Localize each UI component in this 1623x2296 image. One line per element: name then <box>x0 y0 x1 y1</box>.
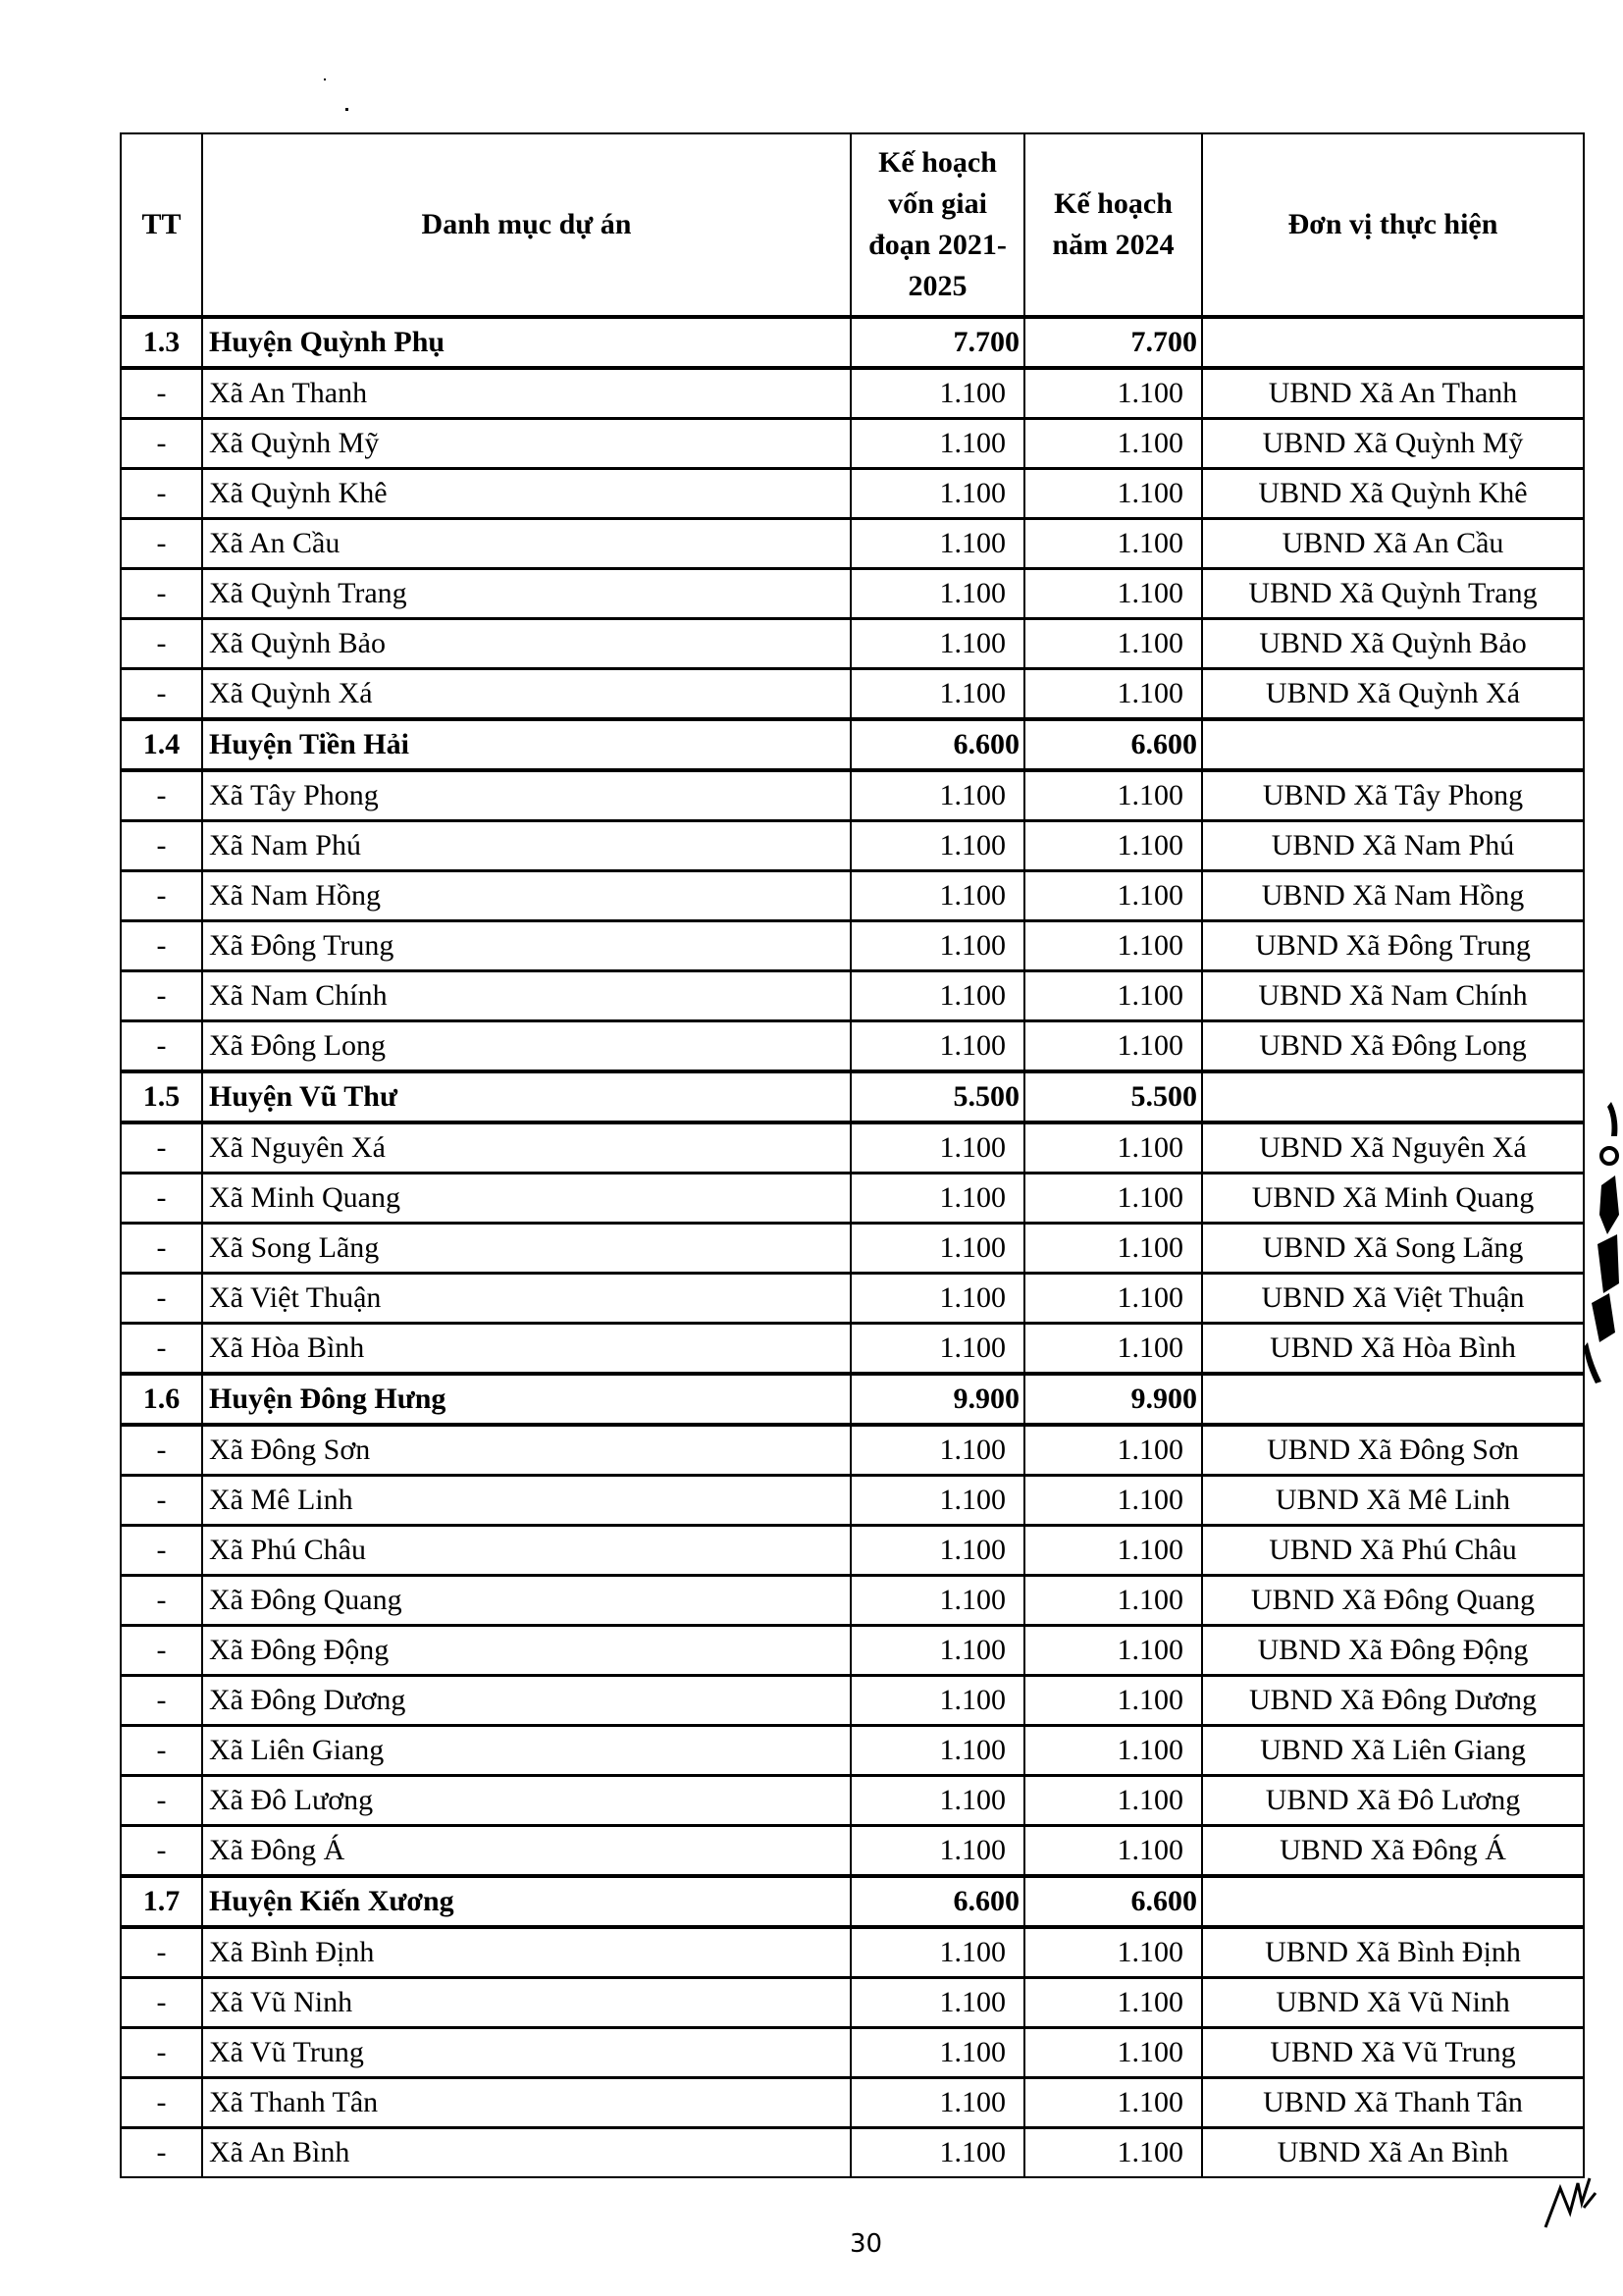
row-plan-period: 1.100 <box>851 1274 1024 1324</box>
row-commune-name: Xã Đông Sơn <box>202 1425 851 1476</box>
row-commune-name: Xã Quỳnh Bảo <box>202 619 851 669</box>
group-implementing-unit <box>1202 1374 1584 1425</box>
row-implementing-unit: UBND Xã Đô Lương <box>1202 1776 1584 1826</box>
group-implementing-unit <box>1202 1876 1584 1927</box>
row-plan-period: 1.100 <box>851 1174 1024 1224</box>
group-plan-period: 9.900 <box>851 1374 1024 1425</box>
row-plan-year: 1.100 <box>1024 1676 1202 1726</box>
row-implementing-unit: UBND Xã Liên Giang <box>1202 1726 1584 1776</box>
row-implementing-unit: UBND Xã Đông Á <box>1202 1826 1584 1877</box>
commune-row <box>121 1324 1584 1375</box>
row-bullet: - <box>121 871 202 921</box>
row-commune-name: Xã Mê Linh <box>202 1476 851 1526</box>
row-commune-name: Xã An Cầu <box>202 519 851 569</box>
scan-speck <box>345 108 348 111</box>
row-plan-period: 1.100 <box>851 2078 1024 2128</box>
row-bullet: - <box>121 669 202 720</box>
row-plan-year: 1.100 <box>1024 469 1202 519</box>
commune-row <box>121 2128 1584 2178</box>
red-stamp-fragment-icon <box>1582 1097 1621 1391</box>
commune-row <box>121 1174 1584 1224</box>
row-commune-name: Xã An Bình <box>202 2128 851 2178</box>
row-plan-period: 1.100 <box>851 1676 1024 1726</box>
commune-row <box>121 1476 1584 1526</box>
row-plan-period: 1.100 <box>851 770 1024 821</box>
row-plan-period: 1.100 <box>851 1021 1024 1072</box>
commune-row <box>121 871 1584 921</box>
row-plan-year: 1.100 <box>1024 1726 1202 1776</box>
group-plan-period: 7.700 <box>851 317 1024 368</box>
row-plan-year: 1.100 <box>1024 821 1202 871</box>
commune-row <box>121 1826 1584 1877</box>
commune-row <box>121 2078 1584 2128</box>
row-bullet: - <box>121 1274 202 1324</box>
row-plan-period: 1.100 <box>851 419 1024 469</box>
row-plan-year: 1.100 <box>1024 2078 1202 2128</box>
row-implementing-unit: UBND Xã Quỳnh Trang <box>1202 569 1584 619</box>
row-implementing-unit: UBND Xã Đông Động <box>1202 1626 1584 1676</box>
row-implementing-unit: UBND Xã An Bình <box>1202 2128 1584 2178</box>
row-commune-name: Xã Việt Thuận <box>202 1274 851 1324</box>
row-implementing-unit: UBND Xã Đông Trung <box>1202 921 1584 971</box>
commune-row <box>121 2028 1584 2078</box>
row-plan-year: 1.100 <box>1024 871 1202 921</box>
group-district-name: Huyện Kiến Xương <box>202 1876 851 1927</box>
row-plan-year: 1.100 <box>1024 1174 1202 1224</box>
row-bullet: - <box>121 2128 202 2178</box>
group-plan-year: 5.500 <box>1024 1071 1202 1122</box>
header-tt: TT <box>121 133 202 317</box>
group-district-name: Huyện Tiền Hải <box>202 719 851 770</box>
row-commune-name: Xã Quỳnh Mỹ <box>202 419 851 469</box>
row-commune-name: Xã Đông Á <box>202 1826 851 1877</box>
group-plan-period: 6.600 <box>851 719 1024 770</box>
group-implementing-unit <box>1202 1071 1584 1122</box>
commune-row <box>121 971 1584 1021</box>
commune-row <box>121 1526 1584 1576</box>
group-tt: 1.4 <box>121 719 202 770</box>
row-implementing-unit: UBND Xã Nam Chính <box>1202 971 1584 1021</box>
row-bullet: - <box>121 1425 202 1476</box>
row-plan-period: 1.100 <box>851 1526 1024 1576</box>
row-plan-period: 1.100 <box>851 821 1024 871</box>
row-implementing-unit: UBND Xã Đông Dương <box>1202 1676 1584 1726</box>
row-bullet: - <box>121 1978 202 2028</box>
group-tt: 1.6 <box>121 1374 202 1425</box>
row-bullet: - <box>121 770 202 821</box>
row-bullet: - <box>121 569 202 619</box>
commune-row <box>121 1576 1584 1626</box>
row-plan-period: 1.100 <box>851 368 1024 419</box>
row-bullet: - <box>121 921 202 971</box>
group-plan-year: 6.600 <box>1024 1876 1202 1927</box>
row-bullet: - <box>121 1021 202 1072</box>
row-plan-period: 1.100 <box>851 1978 1024 2028</box>
row-plan-year: 1.100 <box>1024 1526 1202 1576</box>
group-tt: 1.3 <box>121 317 202 368</box>
row-plan-year: 1.100 <box>1024 1476 1202 1526</box>
group-district-name: Huyện Quỳnh Phụ <box>202 317 851 368</box>
row-bullet: - <box>121 821 202 871</box>
group-plan-year: 9.900 <box>1024 1374 1202 1425</box>
row-plan-year: 1.100 <box>1024 1776 1202 1826</box>
group-implementing-unit <box>1202 317 1584 368</box>
commune-row <box>121 1425 1584 1476</box>
row-commune-name: Xã Bình Định <box>202 1927 851 1978</box>
row-commune-name: Xã Quỳnh Xá <box>202 669 851 720</box>
row-plan-period: 1.100 <box>851 2028 1024 2078</box>
row-plan-year: 1.100 <box>1024 1425 1202 1476</box>
row-plan-period: 1.100 <box>851 669 1024 720</box>
row-implementing-unit: UBND Xã Minh Quang <box>1202 1174 1584 1224</box>
row-commune-name: Xã Liên Giang <box>202 1726 851 1776</box>
row-bullet: - <box>121 1526 202 1576</box>
row-bullet: - <box>121 1576 202 1626</box>
group-tt: 1.5 <box>121 1071 202 1122</box>
table-body <box>121 317 1584 2177</box>
row-plan-year: 1.100 <box>1024 1224 1202 1274</box>
district-group-row <box>121 1876 1584 1927</box>
row-implementing-unit: UBND Xã Việt Thuận <box>1202 1274 1584 1324</box>
row-plan-year: 1.100 <box>1024 619 1202 669</box>
row-plan-year: 1.100 <box>1024 2128 1202 2178</box>
row-bullet: - <box>121 1927 202 1978</box>
row-plan-period: 1.100 <box>851 921 1024 971</box>
row-bullet: - <box>121 368 202 419</box>
row-plan-year: 1.100 <box>1024 971 1202 1021</box>
row-implementing-unit: UBND Xã An Thanh <box>1202 368 1584 419</box>
row-commune-name: Xã Vũ Trung <box>202 2028 851 2078</box>
row-bullet: - <box>121 1224 202 1274</box>
group-plan-period: 6.600 <box>851 1876 1024 1927</box>
row-commune-name: Xã An Thanh <box>202 368 851 419</box>
district-group-row <box>121 719 1584 770</box>
row-implementing-unit: UBND Xã Quỳnh Khê <box>1202 469 1584 519</box>
row-plan-year: 1.100 <box>1024 1576 1202 1626</box>
header-plan-year: Kế hoạch năm 2024 <box>1024 133 1202 317</box>
header-implementing-unit: Đơn vị thực hiện <box>1202 133 1584 317</box>
row-bullet: - <box>121 1324 202 1375</box>
group-plan-year: 7.700 <box>1024 317 1202 368</box>
row-bullet: - <box>121 971 202 1021</box>
row-commune-name: Xã Đông Long <box>202 1021 851 1072</box>
row-plan-period: 1.100 <box>851 1324 1024 1375</box>
row-commune-name: Xã Đông Dương <box>202 1676 851 1726</box>
row-plan-period: 1.100 <box>851 2128 1024 2178</box>
commune-row <box>121 770 1584 821</box>
row-commune-name: Xã Thanh Tân <box>202 2078 851 2128</box>
row-commune-name: Xã Nguyên Xá <box>202 1122 851 1174</box>
row-plan-year: 1.100 <box>1024 1021 1202 1072</box>
row-plan-year: 1.100 <box>1024 519 1202 569</box>
row-implementing-unit: UBND Xã Đông Long <box>1202 1021 1584 1072</box>
row-plan-year: 1.100 <box>1024 669 1202 720</box>
row-implementing-unit: UBND Xã Bình Định <box>1202 1927 1584 1978</box>
row-plan-period: 1.100 <box>851 569 1024 619</box>
row-plan-period: 1.100 <box>851 1927 1024 1978</box>
row-commune-name: Xã Vũ Ninh <box>202 1978 851 2028</box>
row-implementing-unit: UBND Xã Phú Châu <box>1202 1526 1584 1576</box>
commune-row <box>121 669 1584 720</box>
row-implementing-unit: UBND Xã Thanh Tân <box>1202 2078 1584 2128</box>
commune-row <box>121 1021 1584 1072</box>
row-plan-year: 1.100 <box>1024 1324 1202 1375</box>
row-commune-name: Xã Nam Chính <box>202 971 851 1021</box>
row-plan-year: 1.100 <box>1024 569 1202 619</box>
row-plan-period: 1.100 <box>851 1626 1024 1676</box>
row-bullet: - <box>121 2028 202 2078</box>
row-plan-period: 1.100 <box>851 1425 1024 1476</box>
row-implementing-unit: UBND Xã Nguyên Xá <box>1202 1122 1584 1174</box>
row-commune-name: Xã Đông Quang <box>202 1576 851 1626</box>
row-plan-period: 1.100 <box>851 519 1024 569</box>
row-commune-name: Xã Song Lãng <box>202 1224 851 1274</box>
row-implementing-unit: UBND Xã Hòa Bình <box>1202 1324 1584 1375</box>
signature-mark-icon <box>1541 2173 1599 2232</box>
row-implementing-unit: UBND Xã Vũ Ninh <box>1202 1978 1584 2028</box>
row-plan-period: 1.100 <box>851 1726 1024 1776</box>
row-plan-year: 1.100 <box>1024 1274 1202 1324</box>
row-plan-year: 1.100 <box>1024 1626 1202 1676</box>
row-plan-period: 1.100 <box>851 1576 1024 1626</box>
commune-row <box>121 821 1584 871</box>
row-bullet: - <box>121 1626 202 1676</box>
commune-row <box>121 1626 1584 1676</box>
row-plan-period: 1.100 <box>851 1776 1024 1826</box>
row-plan-period: 1.100 <box>851 971 1024 1021</box>
row-commune-name: Xã Nam Phú <box>202 821 851 871</box>
row-bullet: - <box>121 619 202 669</box>
commune-row <box>121 368 1584 419</box>
row-plan-year: 1.100 <box>1024 419 1202 469</box>
row-plan-period: 1.100 <box>851 1476 1024 1526</box>
row-implementing-unit: UBND Xã Đông Sơn <box>1202 1425 1584 1476</box>
row-bullet: - <box>121 1676 202 1726</box>
row-commune-name: Xã Đông Động <box>202 1626 851 1676</box>
row-bullet: - <box>121 1776 202 1826</box>
row-bullet: - <box>121 469 202 519</box>
group-implementing-unit <box>1202 719 1584 770</box>
commune-row <box>121 569 1584 619</box>
row-plan-year: 1.100 <box>1024 1122 1202 1174</box>
row-implementing-unit: UBND Xã An Cầu <box>1202 519 1584 569</box>
row-bullet: - <box>121 519 202 569</box>
row-implementing-unit: UBND Xã Vũ Trung <box>1202 2028 1584 2078</box>
page-number: 30 <box>850 2229 883 2259</box>
commune-row <box>121 921 1584 971</box>
group-district-name: Huyện Đông Hưng <box>202 1374 851 1425</box>
row-commune-name: Xã Nam Hồng <box>202 871 851 921</box>
row-commune-name: Xã Đô Lương <box>202 1776 851 1826</box>
row-plan-year: 1.100 <box>1024 2028 1202 2078</box>
row-plan-year: 1.100 <box>1024 770 1202 821</box>
row-implementing-unit: UBND Xã Quỳnh Bảo <box>1202 619 1584 669</box>
district-group-row <box>121 1374 1584 1425</box>
row-implementing-unit: UBND Xã Quỳnh Xá <box>1202 669 1584 720</box>
group-tt: 1.7 <box>121 1876 202 1927</box>
row-implementing-unit: UBND Xã Song Lãng <box>1202 1224 1584 1274</box>
commune-row <box>121 1978 1584 2028</box>
header-project-name: Danh mục dự án <box>202 133 851 317</box>
group-plan-period: 5.500 <box>851 1071 1024 1122</box>
table-header-row <box>121 133 1584 317</box>
commune-row <box>121 1224 1584 1274</box>
row-bullet: - <box>121 1122 202 1174</box>
commune-row <box>121 1927 1584 1978</box>
row-commune-name: Xã Quỳnh Trang <box>202 569 851 619</box>
commune-row <box>121 519 1584 569</box>
row-commune-name: Xã Đông Trung <box>202 921 851 971</box>
commune-row <box>121 1274 1584 1324</box>
group-plan-year: 6.600 <box>1024 719 1202 770</box>
row-bullet: - <box>121 1476 202 1526</box>
row-implementing-unit: UBND Xã Đông Quang <box>1202 1576 1584 1626</box>
row-commune-name: Xã Quỳnh Khê <box>202 469 851 519</box>
commune-row <box>121 1122 1584 1174</box>
row-plan-year: 1.100 <box>1024 1927 1202 1978</box>
project-allocation-table <box>120 132 1585 2178</box>
row-implementing-unit: UBND Xã Nam Hồng <box>1202 871 1584 921</box>
row-plan-period: 1.100 <box>851 1224 1024 1274</box>
row-commune-name: Xã Phú Châu <box>202 1526 851 1576</box>
row-commune-name: Xã Tây Phong <box>202 770 851 821</box>
row-bullet: - <box>121 1726 202 1776</box>
row-implementing-unit: UBND Xã Quỳnh Mỹ <box>1202 419 1584 469</box>
group-district-name: Huyện Vũ Thư <box>202 1071 851 1122</box>
row-bullet: - <box>121 1174 202 1224</box>
row-plan-year: 1.100 <box>1024 368 1202 419</box>
commune-row <box>121 469 1584 519</box>
commune-row <box>121 619 1584 669</box>
row-implementing-unit: UBND Xã Mê Linh <box>1202 1476 1584 1526</box>
district-group-row <box>121 317 1584 368</box>
row-plan-period: 1.100 <box>851 619 1024 669</box>
scan-speck <box>324 78 326 80</box>
row-implementing-unit: UBND Xã Nam Phú <box>1202 821 1584 871</box>
row-bullet: - <box>121 1826 202 1877</box>
row-commune-name: Xã Minh Quang <box>202 1174 851 1224</box>
district-group-row <box>121 1071 1584 1122</box>
row-plan-year: 1.100 <box>1024 1826 1202 1877</box>
row-plan-period: 1.100 <box>851 871 1024 921</box>
row-bullet: - <box>121 2078 202 2128</box>
row-plan-period: 1.100 <box>851 469 1024 519</box>
row-plan-period: 1.100 <box>851 1826 1024 1877</box>
commune-row <box>121 1776 1584 1826</box>
row-plan-year: 1.100 <box>1024 921 1202 971</box>
header-plan-period: Kế hoạch vốn giai đoạn 2021-2025 <box>851 133 1024 317</box>
row-implementing-unit: UBND Xã Tây Phong <box>1202 770 1584 821</box>
row-plan-year: 1.100 <box>1024 1978 1202 2028</box>
commune-row <box>121 1676 1584 1726</box>
row-bullet: - <box>121 419 202 469</box>
commune-row <box>121 1726 1584 1776</box>
row-commune-name: Xã Hòa Bình <box>202 1324 851 1375</box>
row-plan-period: 1.100 <box>851 1122 1024 1174</box>
commune-row <box>121 419 1584 469</box>
